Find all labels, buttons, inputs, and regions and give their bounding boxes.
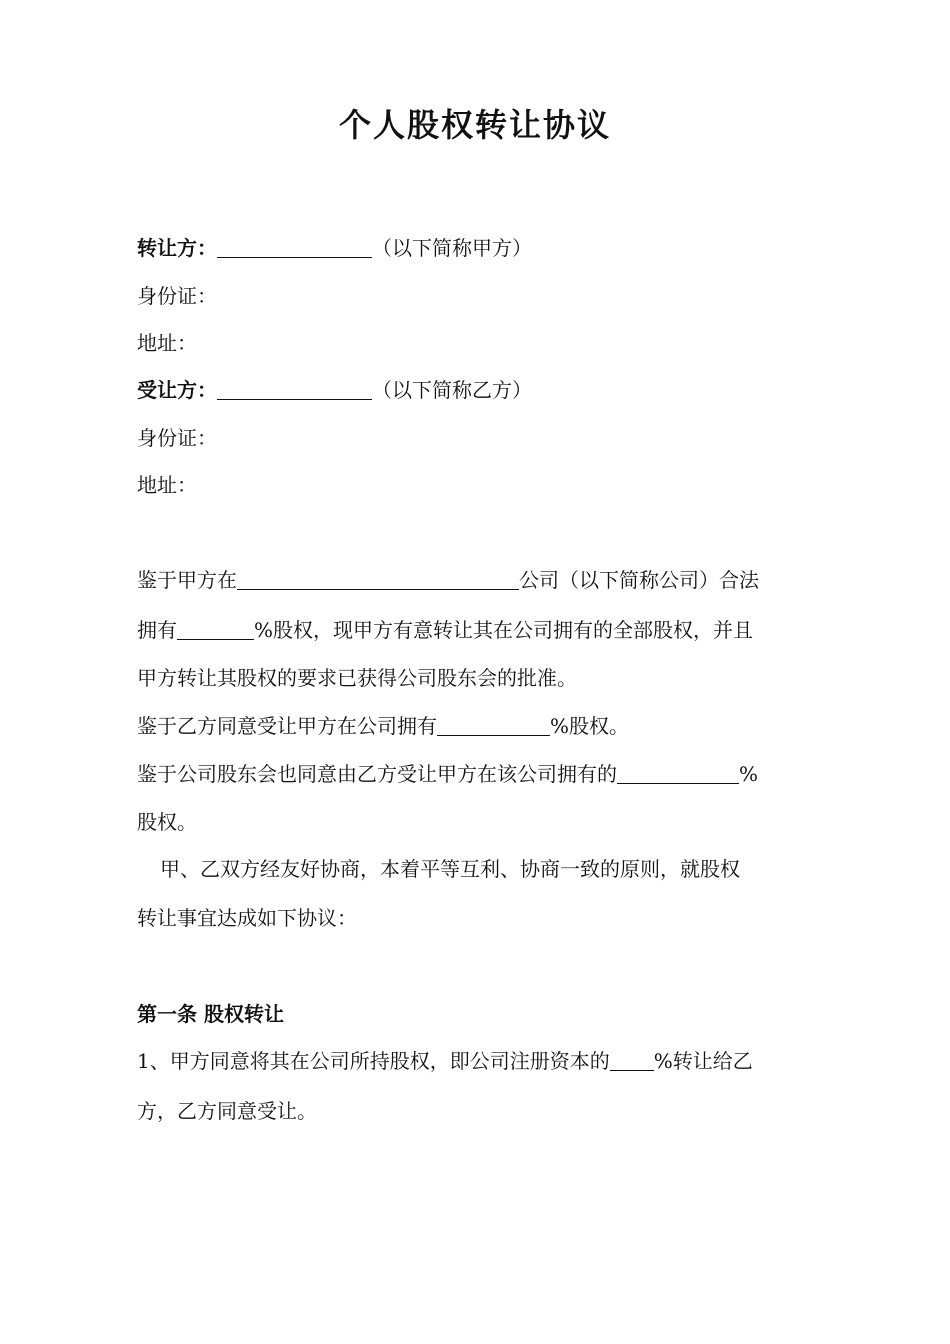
party-a-id-label: 身份证： bbox=[137, 284, 217, 308]
article-1-clause-1-line-2: 方，乙方同意受让。 bbox=[137, 1099, 317, 1123]
percent-blank-1[interactable] bbox=[177, 619, 254, 640]
recital-1-line-1 bbox=[137, 564, 759, 593]
recital-text: % bbox=[739, 762, 759, 786]
recital-3-line-2: 股权。 bbox=[137, 810, 197, 834]
recital-text: %股权，现甲方有意转让其在公司拥有的全部股权，并且 bbox=[254, 618, 754, 642]
percent-blank-2[interactable] bbox=[437, 715, 550, 736]
recital-text: 鉴于甲方在 bbox=[137, 568, 237, 592]
party-b-suffix: （以下简称乙方） bbox=[372, 378, 532, 402]
recital-text: %股权。 bbox=[550, 714, 630, 738]
recital-3-line-1 bbox=[137, 758, 758, 787]
party-a-line bbox=[137, 232, 532, 261]
article-1-clause-1-line-1 bbox=[137, 1045, 753, 1074]
recital-text: 鉴于公司股东会也同意由乙方受让甲方在该公司拥有的 bbox=[137, 762, 617, 786]
recital-4-line-1: 甲、乙双方经友好协商，本着平等互利、协商一致的原则，就股权 bbox=[160, 857, 740, 881]
document-title: 个人股权转让协议 bbox=[338, 106, 611, 144]
clause-text: %转让给乙 bbox=[653, 1049, 753, 1073]
recital-1-line-2 bbox=[137, 614, 753, 643]
party-a-suffix: （以下简称甲方） bbox=[372, 236, 532, 260]
recital-2-line bbox=[137, 710, 629, 739]
recital-text: 公司（以下简称公司）合法 bbox=[519, 568, 759, 592]
recital-1-line-3: 甲方转让其股权的要求已获得公司股东会的批准。 bbox=[137, 666, 577, 690]
party-a-address-label: 地址： bbox=[137, 331, 197, 355]
party-b-label: 受让方： bbox=[137, 378, 217, 402]
party-b-id-label: 身份证： bbox=[137, 426, 217, 450]
percent-blank-4[interactable] bbox=[610, 1050, 654, 1071]
party-b-name-blank[interactable] bbox=[217, 379, 372, 400]
recital-text: 拥有 bbox=[137, 618, 177, 642]
article-1-heading: 第一条 股权转让 bbox=[137, 1002, 284, 1026]
recital-4-line-2: 转让事宜达成如下协议： bbox=[137, 906, 357, 930]
clause-text: 1、甲方同意将其在公司所持股权，即公司注册资本的 bbox=[137, 1049, 610, 1073]
company-name-blank[interactable] bbox=[237, 569, 519, 590]
party-b-line bbox=[137, 374, 532, 403]
party-a-label: 转让方： bbox=[137, 236, 217, 260]
party-b-address-label: 地址： bbox=[137, 473, 197, 497]
percent-blank-3[interactable] bbox=[617, 763, 739, 784]
recital-text: 鉴于乙方同意受让甲方在公司拥有 bbox=[137, 714, 437, 738]
party-a-name-blank[interactable] bbox=[217, 237, 372, 258]
